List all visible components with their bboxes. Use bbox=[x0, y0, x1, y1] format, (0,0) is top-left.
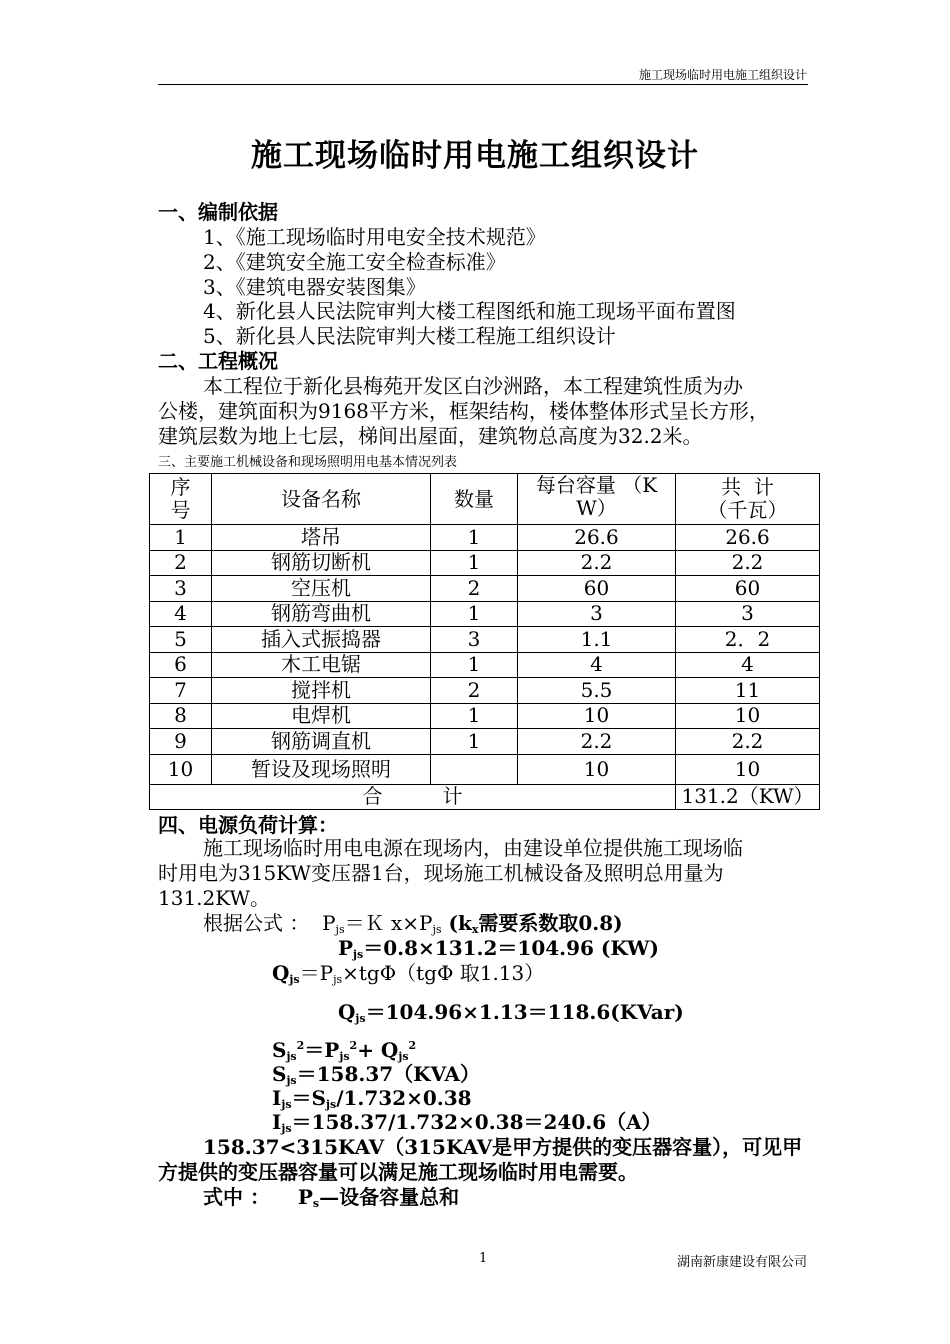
conclusion-line: 158.37<315KAV（315KAV是甲方提供的变压器容量），可见甲 bbox=[203, 1135, 803, 1159]
table-row: 2 钢筋切断机 1 2.2 2.2 bbox=[150, 550, 820, 576]
running-header: 施工现场临时用电施工组织设计 bbox=[638, 68, 807, 82]
col-header-qty: 数量 bbox=[431, 474, 518, 525]
table-row: 6 木工电锯 1 4 4 bbox=[150, 652, 820, 678]
formula-note: 式中 ： $P_s—$设备容量总和 bbox=[203, 1185, 460, 1210]
document-title: 施工现场临时用电施工组织设计 bbox=[251, 138, 699, 174]
overview-line: 建筑层数为地上七层，梯间出屋面，建筑物总高度为32.2米。 bbox=[158, 424, 703, 448]
col-header-total: 共 计 （千瓦） bbox=[676, 474, 820, 525]
load-intro-line: 131.2KW。 bbox=[158, 886, 271, 910]
footer-company: 湖南新康建设有限公司 bbox=[676, 1255, 807, 1270]
load-intro-line: 时用电为315KW变压器1台，现场施工机械设备及照明总用量为 bbox=[158, 861, 724, 885]
formula-pjs: $P_{js}=0.8\times 131.2=104.96$ (KW) bbox=[338, 936, 659, 961]
formula-qjs-value: $Q_{js}=104.96\times 1.13=118.6(KVar)$ bbox=[338, 1000, 684, 1025]
formula-sjs-value: $S_{js}=158.37(KVA)$ bbox=[272, 1062, 481, 1087]
header-rule bbox=[158, 84, 808, 85]
basis-item: 4、新化县人民法院审判大楼工程图纸和施工现场平面布置图 bbox=[203, 299, 736, 323]
table-row: 3 空压机 2 60 60 bbox=[150, 576, 820, 602]
section1-heading: 一、编制依据 bbox=[158, 200, 278, 224]
col-header-seq: 序 号 bbox=[150, 474, 212, 525]
formula-ijs-value: $I_{js}=158.37/1.732\times 0.38=240.6(A)$ bbox=[272, 1110, 662, 1135]
table-row: 5 插入式振捣器 3 1.1 2．2 bbox=[150, 627, 820, 653]
section3-heading: 三、主要施工机械设备和现场照明用电基本情况列表 bbox=[158, 455, 458, 470]
table-row: 10 暂设及现场照明 10 10 bbox=[150, 754, 820, 784]
page-number: 1 bbox=[479, 1251, 488, 1266]
formula-qjs: $Q_{js}=P_{js}\times tg\Phi(tg\Phi$ 取1.13） bbox=[272, 961, 545, 986]
overview-line: 本工程位于新化县梅苑开发区白沙洲路，本工程建筑性质为办 bbox=[203, 374, 743, 398]
table-total-row bbox=[150, 784, 820, 810]
overview-line: 公楼，建筑面积为9168平方米，框架结构，楼体整体形式呈长方形， bbox=[158, 399, 769, 423]
load-intro-line: 施工现场临时用电电源在现场内，由建设单位提供施工现场临 bbox=[203, 836, 743, 860]
col-header-capacity: 每台容量 （K W） bbox=[518, 474, 676, 525]
basis-item: 3、《建筑电器安装图集》 bbox=[203, 275, 426, 299]
total-label: 合 计 bbox=[150, 784, 676, 810]
section4-heading: 四、电源负荷计算： bbox=[158, 813, 338, 837]
col-header-name: 设备名称 bbox=[212, 474, 431, 525]
formula-ijs: $I_{js}=S_{js}/1.732\times 0.38$ bbox=[272, 1086, 472, 1111]
basis-item: 1、《施工现场临时用电安全技术规范》 bbox=[203, 225, 546, 249]
table-row: 1 塔吊 1 26.6 26.6 bbox=[150, 525, 820, 551]
table-row: 9 钢筋调直机 1 2.2 2.2 bbox=[150, 729, 820, 755]
equipment-table bbox=[149, 473, 820, 810]
table-row: 8 电焊机 1 10 10 bbox=[150, 703, 820, 729]
table-row: 4 钢筋弯曲机 1 3 3 bbox=[150, 601, 820, 627]
basis-item: 2、《建筑安全施工安全检查标准》 bbox=[203, 250, 506, 274]
formula-demand: 根据公式 ： $P_{js}=K$ $x\times P_{js}$ ($k_x$需要系数取0.8) bbox=[203, 911, 623, 936]
table-header-row bbox=[150, 474, 820, 525]
section2-heading: 二、工程概况 bbox=[158, 349, 278, 373]
basis-item: 5、新化县人民法院审判大楼工程施工组织设计 bbox=[203, 324, 616, 348]
total-value: 131.2（KW） bbox=[676, 784, 820, 810]
table-row: 7 搅拌机 2 5.5 11 bbox=[150, 678, 820, 704]
conclusion-line: 方提供的变压器容量可以满足施工现场临时用电需要。 bbox=[158, 1160, 638, 1184]
formula-sjs-squared: $S_{js}^2=P_{js}^2+ Q_{js}^2$ bbox=[272, 1038, 417, 1063]
